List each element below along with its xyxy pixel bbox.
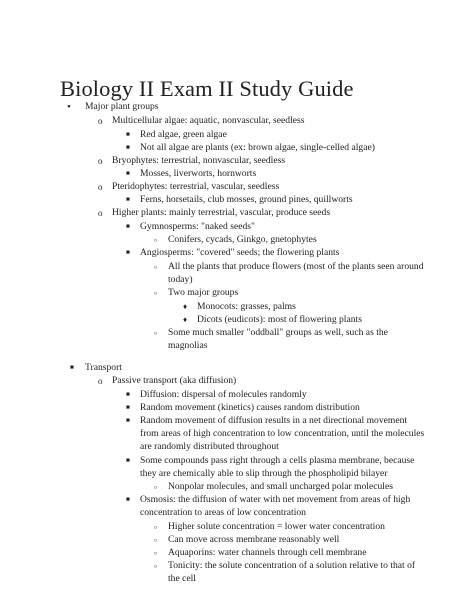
outline-line: Higher plants: mainly terrestrial, vascular, produce seeds (112, 207, 331, 218)
bullet-level4: ▫ (154, 262, 158, 272)
bullet-level3: ■ (126, 223, 130, 230)
outline-line: Not all algae are plants (ex: brown algae, single-celled algae) (140, 142, 375, 153)
bullet-level3: ■ (126, 131, 130, 138)
outline-line: All the plants that produce flowers (most of the plants seen around (168, 261, 424, 272)
outline-line: from areas of high concentration to low concentration, until the molecules (140, 428, 425, 439)
outline-line: Random movement (kinetics) causes random distribution (140, 402, 360, 413)
outline-line: Conifers, cycads, Ginkgo, gnetophytes (168, 234, 317, 245)
outline-line: magnolias (168, 340, 208, 351)
bullet-level1: • (67, 101, 71, 113)
bullet-level2: o (98, 376, 103, 386)
bullet-level3: ■ (126, 170, 130, 177)
bullet-level3: ■ (126, 249, 130, 256)
outline-line: concentration to areas of low concentration (140, 507, 306, 518)
bullet-level2: o (98, 208, 103, 218)
bullet-level3: ■ (126, 457, 130, 464)
outline-line: Monocots: grasses, palms (197, 301, 296, 312)
outline-line: Can move across membrane reasonably well (168, 534, 340, 545)
bullet-level3: ■ (126, 417, 130, 424)
outline-line: Major plant groups (85, 101, 159, 112)
outline-line: Multicellular algae: aquatic, nonvascular, seedless (112, 115, 305, 126)
outline-line: Two major groups (168, 287, 239, 298)
bullet-level3: ■ (126, 144, 130, 151)
bullet-level4: ▫ (154, 561, 158, 571)
bullet-level2: o (98, 182, 103, 192)
outline-line: Gymnosperms: "naked seeds" (140, 221, 255, 232)
outline-line: are randomly distributed throughout (140, 441, 279, 452)
bullet-level4: ▫ (154, 535, 158, 545)
outline-line: Mosses, liverworts, hornworts (140, 168, 257, 179)
bullet-level3: ■ (126, 404, 130, 411)
outline-line: Pteridophytes: terrestrial, vascular, seedless (112, 181, 280, 192)
bullet-level5: ♦ (183, 302, 188, 311)
outline-line: Some compounds pass right through a cells plasma membrane, because (140, 455, 415, 466)
outline-line: Dicots (eudicots): most of flowering plants (197, 314, 362, 325)
bullet-level3: ■ (126, 496, 130, 503)
outline-line: they are chemically able to slip through the phospholipid bilayer (140, 468, 388, 479)
outline-line: Osmosis: the diffusion of water with net movement from areas of high (140, 494, 411, 505)
outline-line: Tonicity: the solute concentration of a solution relative to that of (168, 560, 416, 571)
bullet-level4: ▫ (154, 548, 158, 558)
bullet-level4: ▫ (154, 288, 158, 298)
bullet-level2: o (98, 116, 103, 126)
bullet-level3: ■ (126, 391, 130, 398)
bullet-level4: ▫ (154, 522, 158, 532)
outline-line: Aquaporins: water channels through cell membrane (168, 547, 367, 558)
outline-line: Bryophytes: terrestrial, nonvascular, seedless (112, 155, 286, 166)
outline-line: Angiosperms: "covered" seeds; the flowering plants (140, 247, 340, 258)
document-title: Biology II Exam II Study Guide (60, 76, 354, 101)
outline-line: Nonpolar molecules, and small uncharged polar molecules (168, 481, 393, 492)
outline-line: Diffusion: dispersal of molecules randomly (140, 389, 307, 400)
outline-line: Some much smaller "oddball" groups as well, such as the (168, 327, 388, 338)
outline-line: Random movement of diffusion results in a net directional movement (140, 415, 408, 426)
outline-line: Ferns, horsetails, club mosses, ground pines, quillworts (140, 194, 353, 205)
outline-line: today) (168, 274, 193, 285)
bullet-level3: ■ (126, 196, 130, 203)
bullet-level4: ▫ (154, 235, 158, 245)
outline-line: Red algae, green algae (140, 129, 227, 140)
bullet-level2: o (98, 156, 103, 166)
outline-line: the cell (168, 573, 196, 584)
outline-line: Passive transport (aka diffusion) (112, 375, 237, 386)
outline-line: Higher solute concentration = lower water concentration (168, 521, 385, 532)
bullet-level4: ▫ (154, 328, 158, 338)
outline-line: Transport (85, 362, 122, 373)
bullet-level4: ▫ (154, 482, 158, 492)
bullet-level5: ♦ (183, 315, 188, 324)
bullet-level1-square: ■ (70, 364, 74, 371)
